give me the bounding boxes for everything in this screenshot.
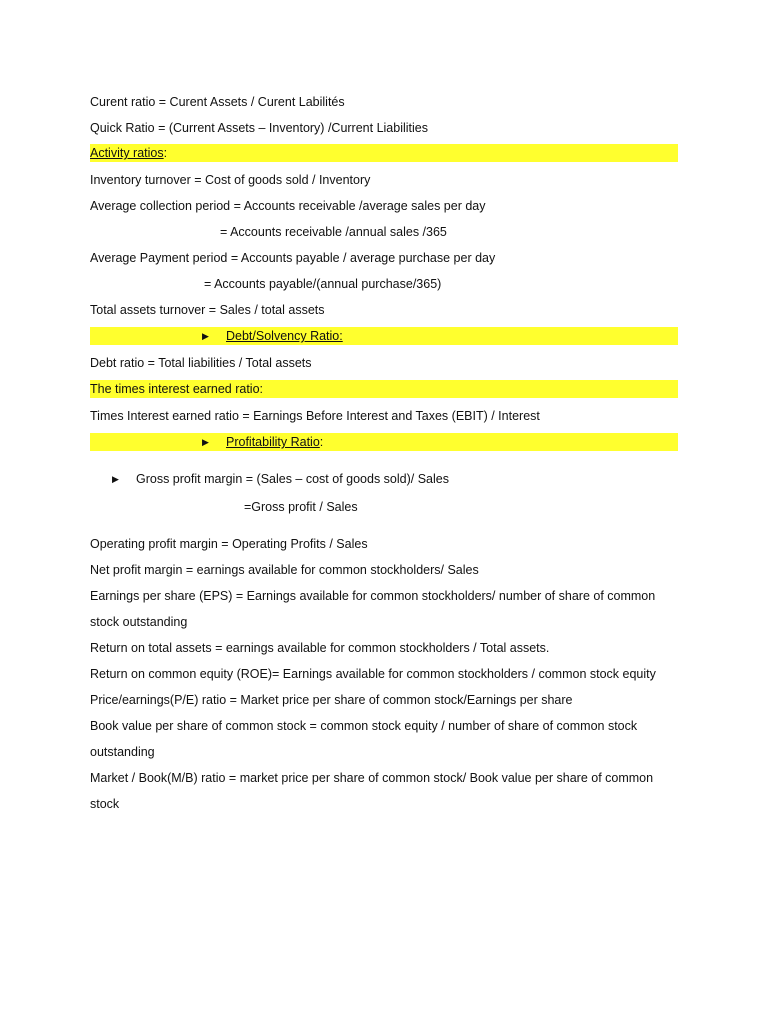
profitability-label-wrap <box>226 433 323 451</box>
market-book-continued-line: stock <box>90 797 120 811</box>
profitability-colon: : <box>319 435 324 449</box>
average-collection-line: Average collection period = Accounts receivable /average sales per day <box>90 199 486 213</box>
activity-ratios-heading <box>90 144 678 162</box>
gross-profit-text: Gross profit margin = (Sales – cost of goods sold)/ Sales <box>136 472 449 486</box>
activity-ratios-colon: : <box>163 146 168 160</box>
current-ratio-line: Curent ratio = Curent Assets / Curent Labilités <box>90 95 345 109</box>
activity-ratios-label: Activity ratios <box>90 146 164 160</box>
operating-profit-line: Operating profit margin = Operating Profits / Sales <box>90 537 368 551</box>
total-assets-turnover-line: Total assets turnover = Sales / total assets <box>90 303 325 317</box>
gross-profit-alt-line: =Gross profit / Sales <box>244 500 358 514</box>
eps-line: Earnings per share (EPS) = Earnings available for common stockholders/ number of share of common <box>90 589 656 603</box>
bullet-icon: ▶ <box>112 474 119 484</box>
pe-ratio-line: Price/earnings(P/E) ratio = Market price per share of common stock/Earnings per share <box>90 693 573 707</box>
return-on-assets-line: Return on total assets = earnings available for common stockholders / Total assets. <box>90 641 550 655</box>
eps-continued-line: stock outstanding <box>90 615 188 629</box>
book-value-continued-line: outstanding <box>90 745 155 759</box>
market-book-line: Market / Book(M/B) ratio = market price per share of common stock/ Book value per share of common <box>90 771 654 785</box>
average-payment-alt-line: = Accounts payable/(annual purchase/365) <box>204 277 442 291</box>
profitability-heading <box>90 433 678 451</box>
times-interest-heading <box>90 380 678 398</box>
inventory-turnover-line: Inventory turnover = Cost of goods sold / Inventory <box>90 173 371 187</box>
average-payment-line: Average Payment period = Accounts payable / average purchase per day <box>90 251 496 265</box>
debt-solvency-heading <box>90 327 678 345</box>
net-profit-line: Net profit margin = earnings available for common stockholders/ Sales <box>90 563 479 577</box>
bullet-icon: ▶ <box>202 331 209 341</box>
debt-ratio-line: Debt ratio = Total liabilities / Total assets <box>90 356 312 370</box>
debt-solvency-label: Debt/Solvency Ratio: <box>226 329 343 343</box>
quick-ratio-line: Quick Ratio = (Current Assets – Inventory) /Current Liabilities <box>90 121 428 135</box>
times-interest-line: Times Interest earned ratio = Earnings Before Interest and Taxes (EBIT) / Interest <box>90 409 540 423</box>
average-collection-alt-line: = Accounts receivable /annual sales /365 <box>220 225 447 239</box>
profitability-label: Profitability Ratio <box>226 435 320 449</box>
bullet-icon: ▶ <box>202 437 209 447</box>
book-value-line: Book value per share of common stock = common stock equity / number of share of common stock <box>90 719 638 733</box>
times-interest-label: The times interest earned ratio: <box>90 382 263 396</box>
roe-line: Return on common equity (ROE)= Earnings available for common stockholders / common stock equity <box>90 667 656 681</box>
